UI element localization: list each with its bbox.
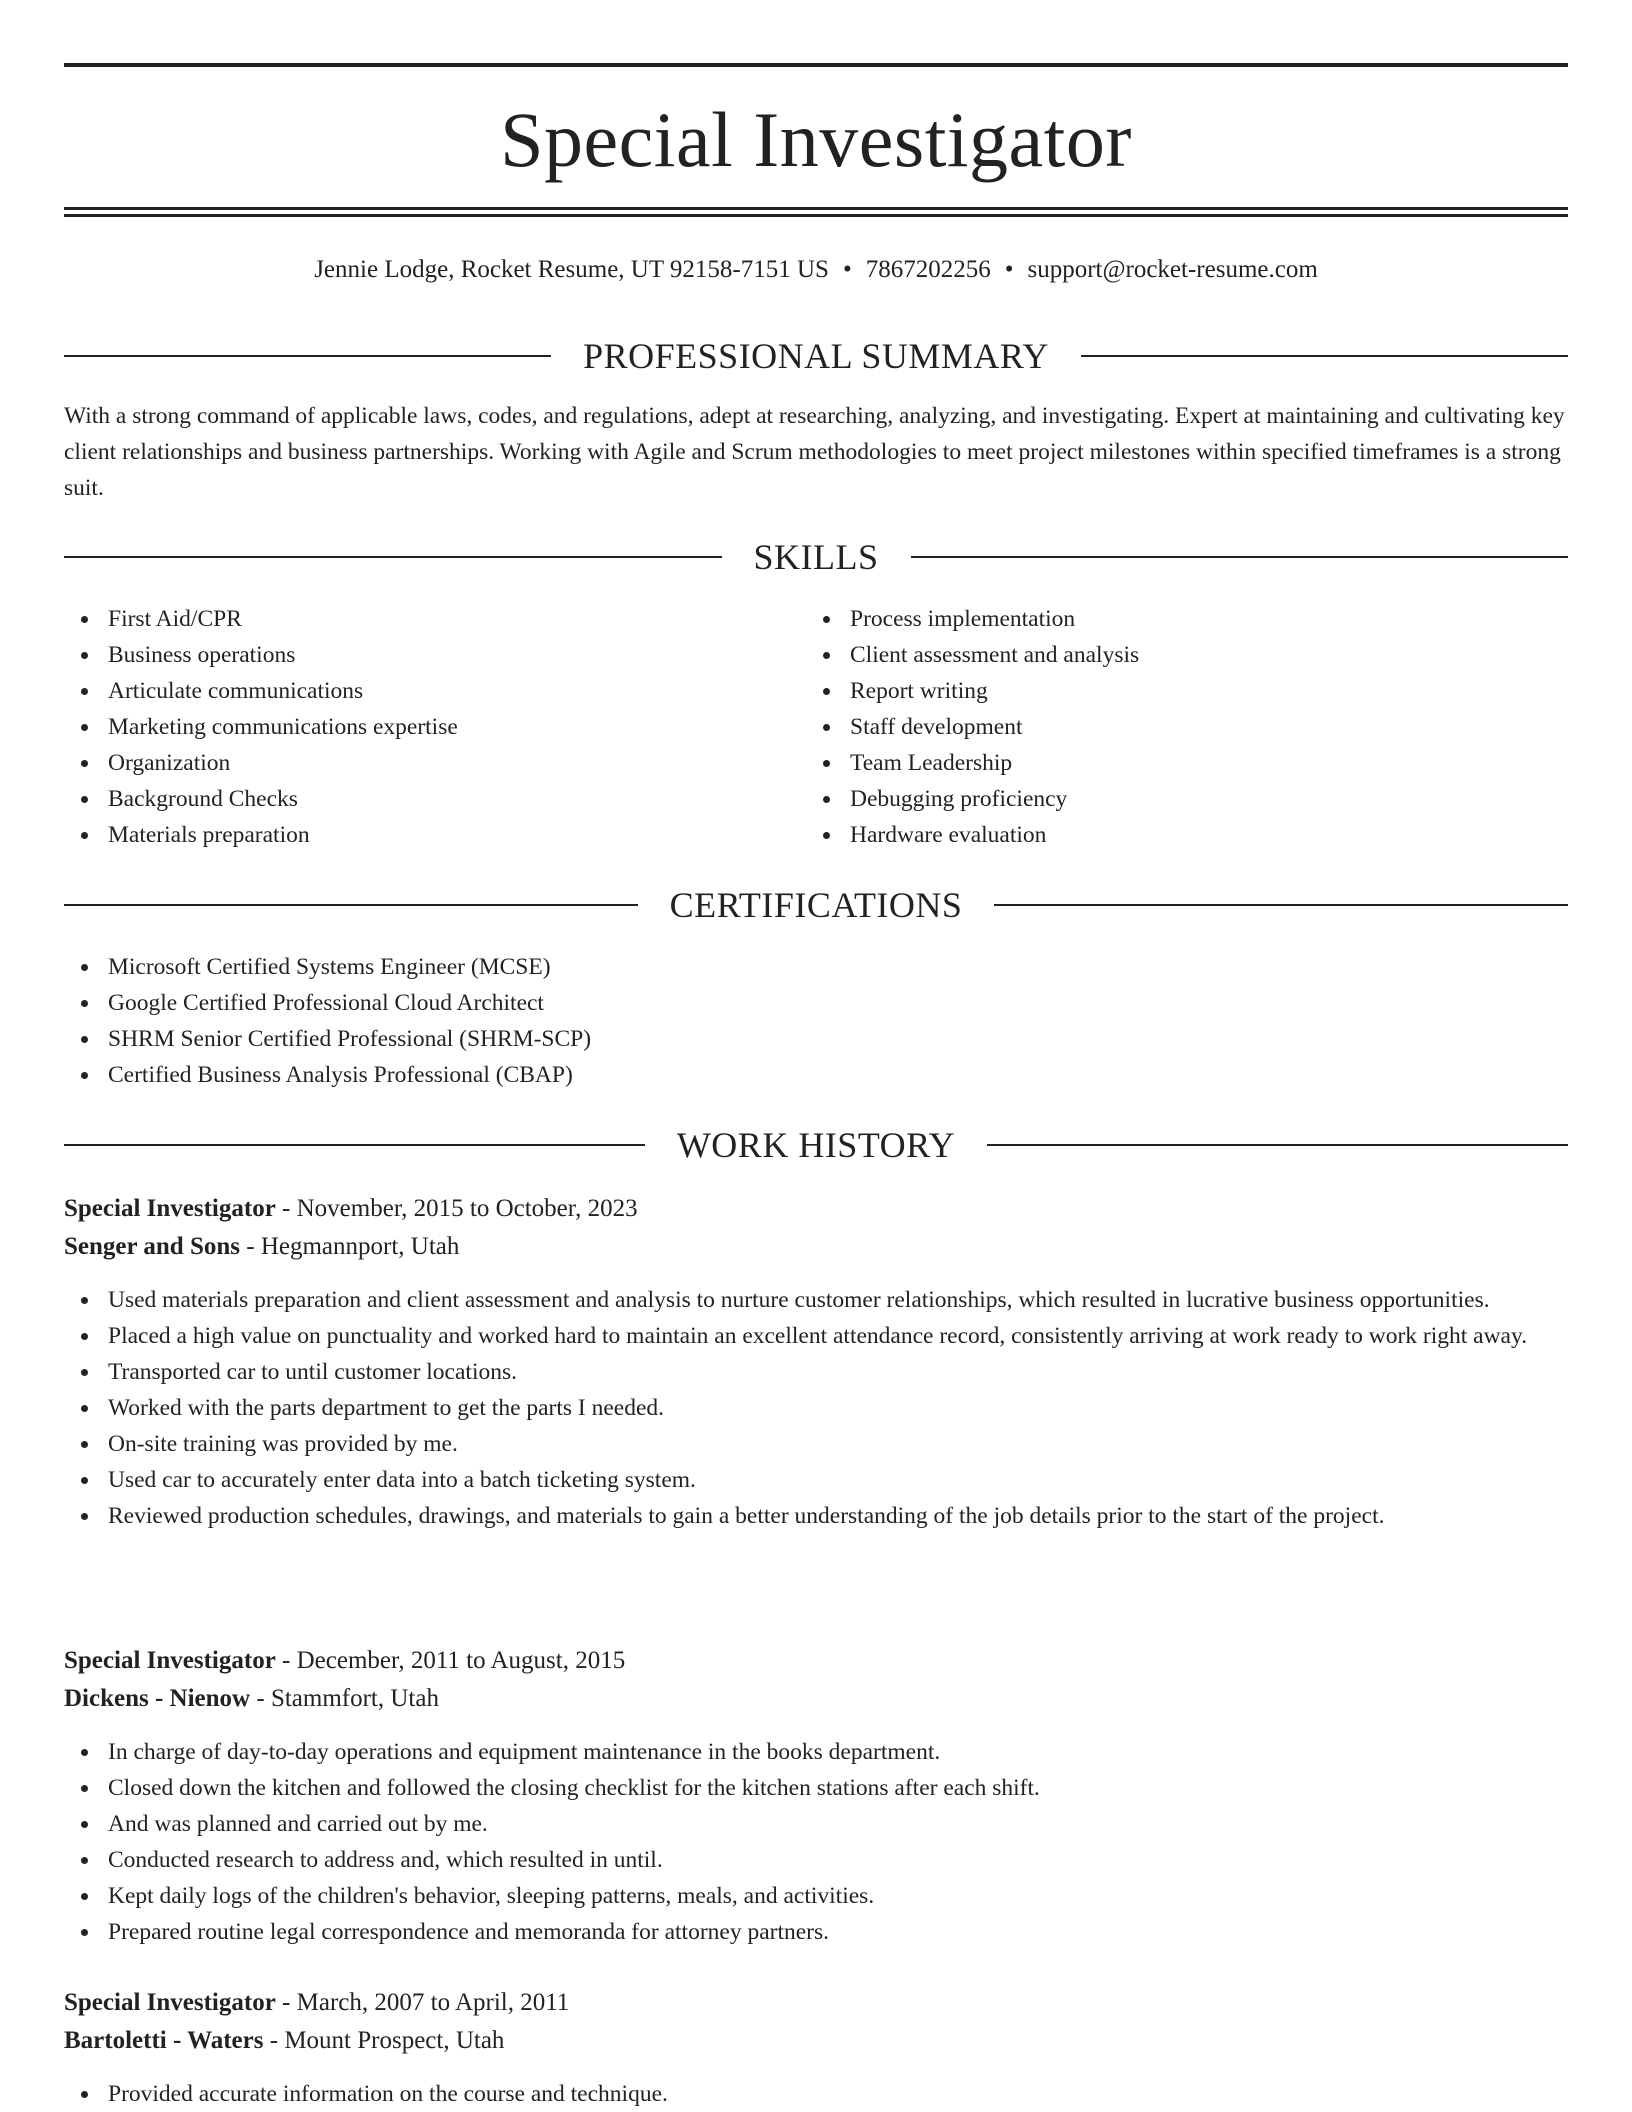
job-company-line: Dickens - Nienow - Stammfort, Utah bbox=[64, 1685, 439, 1712]
job-duty-item: Used materials preparation and client assessment and analysis to nurture customer relationships, which resulted in lucrative business opportunities. bbox=[64, 1282, 1568, 1318]
section-heading-summary bbox=[64, 334, 1568, 378]
skill-item: Client assessment and analysis bbox=[806, 637, 1506, 673]
heading-rule bbox=[64, 1144, 645, 1146]
job-company-line: Senger and Sons - Hegmannport, Utah bbox=[64, 1233, 460, 1260]
contact-line bbox=[64, 252, 1568, 288]
contact-address: Jennie Lodge, Rocket Resume, UT 92158-7151 US bbox=[314, 256, 829, 283]
job-entry bbox=[64, 1190, 1568, 1534]
skill-item: Organization bbox=[64, 745, 764, 781]
section-heading-work-history bbox=[64, 1123, 1568, 1167]
summary-heading: PROFESSIONAL SUMMARY bbox=[583, 336, 1049, 376]
job-duty-item: Provided accurate information on the course and technique. bbox=[64, 2076, 1568, 2112]
job-duty-item: On-site training was provided by me. bbox=[64, 1426, 1568, 1462]
job-duty-item: Transported car to until customer locations. bbox=[64, 1354, 1568, 1390]
job-title-line: Special Investigator - March, 2007 to April, 2011 bbox=[64, 1989, 570, 2016]
title-double-rule bbox=[64, 207, 1568, 217]
skill-item: Team Leadership bbox=[806, 745, 1506, 781]
skill-item: First Aid/CPR bbox=[64, 601, 764, 637]
skill-item: Report writing bbox=[806, 673, 1506, 709]
certification-item: Microsoft Certified Systems Engineer (MCSE) bbox=[64, 949, 1568, 985]
skill-item: Articulate communications bbox=[64, 673, 764, 709]
skill-item: Debugging proficiency bbox=[806, 781, 1506, 817]
heading-rule bbox=[64, 904, 638, 906]
job-duty-item: Reviewed production schedules, drawings, and materials to gain a better understanding of the job details prior to the start of the project. bbox=[64, 1498, 1568, 1534]
skills-list-right bbox=[806, 601, 1506, 853]
job-location: Hegmannport, Utah bbox=[260, 1233, 460, 1260]
skill-item: Business operations bbox=[64, 637, 764, 673]
heading-rule bbox=[64, 556, 722, 558]
job-company: Bartoletti - Waters bbox=[64, 2027, 264, 2054]
job-title-line: Special Investigator - December, 2011 to August, 2015 bbox=[64, 1647, 626, 1674]
section-heading-certifications bbox=[64, 883, 1568, 927]
contact-separator: • bbox=[1004, 256, 1014, 283]
job-duty-item: And was planned and carried out by me. bbox=[64, 1806, 1568, 1842]
job-dates: March, 2007 to April, 2011 bbox=[296, 1989, 570, 2016]
skill-item: Process implementation bbox=[806, 601, 1506, 637]
job-duty-item: Closed down the kitchen and followed the closing checklist for the kitchen stations after each shift. bbox=[64, 1770, 1568, 1806]
job-title: Special Investigator bbox=[64, 1195, 276, 1222]
job-duty-item: In charge of day-to-day operations and equipment maintenance in the books department. bbox=[64, 1734, 1568, 1770]
skill-item: Hardware evaluation bbox=[806, 817, 1506, 853]
job-dates: December, 2011 to August, 2015 bbox=[296, 1647, 626, 1674]
summary-text: With a strong command of applicable laws, codes, and regulations, adept at researching, analyzing, and investigating. Expert at maintaining and cultivating key client relationships and business partnerships. Working with Agile and Scrum methodologies to meet project milestones within specified timeframes is a strong suit. bbox=[64, 403, 1565, 501]
job-duty-item: Worked with the parts department to get the parts I needed. bbox=[64, 1390, 1568, 1426]
job-duty-item: Conducted research to address and, which resulted in until. bbox=[64, 1842, 1568, 1878]
job-company-line: Bartoletti - Waters - Mount Prospect, Utah bbox=[64, 2027, 505, 2054]
job-title: Special Investigator bbox=[64, 1989, 276, 2016]
job-duties-list bbox=[64, 1282, 1568, 1534]
heading-rule bbox=[911, 556, 1569, 558]
skill-item: Marketing communications expertise bbox=[64, 709, 764, 745]
certifications-heading: CERTIFICATIONS bbox=[669, 885, 963, 925]
job-location: Stammfort, Utah bbox=[270, 1685, 439, 1712]
job-duty-item: Placed a high value on punctuality and worked hard to maintain an excellent attendance record, consistently arriving at work ready to work right away. bbox=[64, 1318, 1568, 1354]
heading-rule bbox=[64, 355, 551, 357]
job-duty-item: Used car to accurately enter data into a batch ticketing system. bbox=[64, 1462, 1568, 1498]
skill-item: Materials preparation bbox=[64, 817, 764, 853]
heading-rule bbox=[1081, 355, 1568, 357]
contact-phone: 7867202256 bbox=[865, 256, 991, 283]
job-title: Special Investigator bbox=[64, 1647, 276, 1674]
work-history-heading: WORK HISTORY bbox=[676, 1125, 956, 1165]
job-duty-item: Kept daily logs of the children's behavior, sleeping patterns, meals, and activities. bbox=[64, 1878, 1568, 1914]
skill-item: Background Checks bbox=[64, 781, 764, 817]
job-entry bbox=[64, 1642, 1568, 1950]
section-heading-skills bbox=[64, 535, 1568, 579]
job-dates: November, 2015 to October, 2023 bbox=[296, 1195, 638, 1222]
job-company: Senger and Sons bbox=[64, 1233, 240, 1260]
job-title-line: Special Investigator - November, 2015 to October, 2023 bbox=[64, 1195, 638, 1222]
certification-item: Certified Business Analysis Professional (CBAP) bbox=[64, 1057, 1568, 1093]
job-duties-list bbox=[64, 2076, 1568, 2112]
certification-item: SHRM Senior Certified Professional (SHRM-SCP) bbox=[64, 1021, 1568, 1057]
skills-list-left bbox=[64, 601, 764, 853]
job-entry bbox=[64, 1984, 1568, 2112]
job-duties-list bbox=[64, 1734, 1568, 1950]
skills-heading: SKILLS bbox=[753, 537, 879, 577]
heading-rule bbox=[994, 904, 1568, 906]
job-location: Mount Prospect, Utah bbox=[284, 2027, 505, 2054]
job-company: Dickens - Nienow bbox=[64, 1685, 251, 1712]
top-rule bbox=[64, 63, 1568, 67]
heading-rule bbox=[987, 1144, 1568, 1146]
job-duty-item: Prepared routine legal correspondence and memoranda for attorney partners. bbox=[64, 1914, 1568, 1950]
certifications-list bbox=[64, 949, 1568, 1093]
contact-email: support@rocket-resume.com bbox=[1027, 256, 1318, 283]
skill-item: Staff development bbox=[806, 709, 1506, 745]
resume-title: Special Investigator bbox=[500, 96, 1132, 183]
contact-separator: • bbox=[842, 256, 852, 283]
certification-item: Google Certified Professional Cloud Architect bbox=[64, 985, 1568, 1021]
